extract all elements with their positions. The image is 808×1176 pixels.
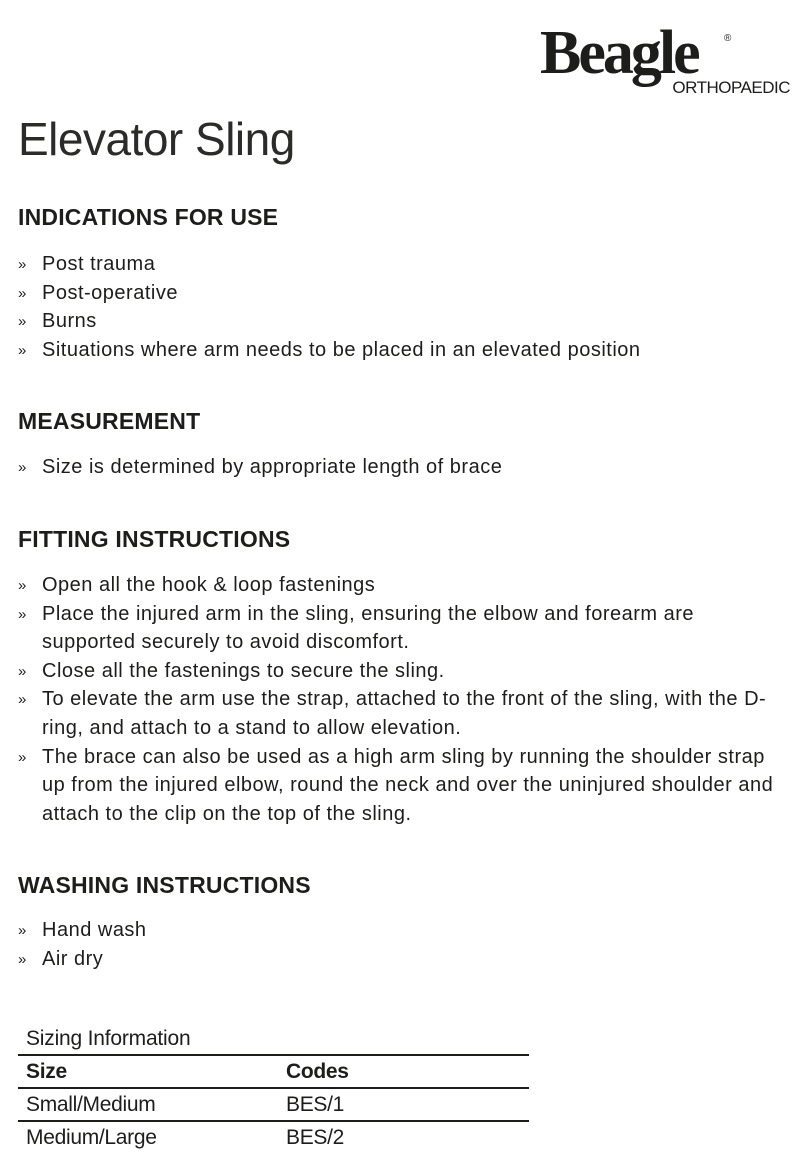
list-item-text: Post trauma (42, 253, 156, 275)
column-header-codes: Codes (278, 1055, 529, 1088)
page-title: Elevator Sling (18, 113, 295, 165)
bullet-icon: » (18, 577, 27, 594)
list-item-text: The brace can also be used as a high arm sling by running the shoulder strap up from the injured elbow, round the neck and over the uninjured shoulder and attach to the clip on the top of the sling. (42, 745, 774, 825)
table-header-row (18, 1055, 529, 1088)
bullet-icon: » (18, 662, 27, 680)
registered-mark: ® (724, 33, 732, 44)
bullet-icon: » (18, 748, 27, 766)
bullet-icon: » (18, 691, 27, 709)
bullet-icon: » (18, 950, 27, 968)
list-item (18, 600, 788, 657)
table-row (18, 1088, 529, 1121)
section-heading: FITTING INSTRUCTIONS (18, 526, 291, 552)
list-item (18, 571, 788, 600)
brand-logo (538, 20, 790, 100)
list-item (18, 307, 788, 336)
list-item-text: Size is determined by appropriate length of brace (42, 456, 503, 478)
bullet-list (18, 571, 788, 828)
list-item-text: Place the injured arm in the sling, ensuring the elbow and forearm are supported securely to avoid discomfort. (42, 602, 695, 654)
list-item-text: Close all the fastenings to secure the sling. (42, 659, 445, 682)
bullet-icon: » (18, 313, 27, 331)
section-washing (18, 870, 788, 973)
bullet-list (18, 916, 788, 973)
sizing-title: Sizing Information (26, 1027, 191, 1050)
bullet-list (18, 453, 788, 482)
list-item (18, 336, 788, 365)
list-item (18, 916, 788, 945)
bullet-icon: » (18, 605, 27, 623)
list-item-text: To elevate the arm use the strap, attached to the front of the sling, with the D-ring, and attach to a stand to allow elevation. (42, 688, 767, 739)
bullet-icon: » (18, 256, 27, 273)
code-cell: BES/1 (278, 1088, 529, 1121)
list-item (18, 250, 788, 279)
section-measurement (18, 406, 788, 482)
section-heading: WASHING INSTRUCTIONS (18, 872, 311, 898)
list-item (18, 453, 788, 482)
section-indications (18, 202, 788, 364)
table-row (18, 1121, 529, 1153)
section-heading: MEASUREMENT (18, 408, 201, 434)
bullet-icon: » (18, 341, 27, 359)
column-header-size: Size (18, 1055, 278, 1088)
size-cell: Medium/Large (26, 1126, 157, 1149)
list-item (18, 279, 788, 308)
bullet-icon: » (18, 922, 27, 939)
brand-subtitle: ORTHOPAEDIC (672, 78, 790, 97)
sizing-information (18, 1024, 529, 1153)
list-item (18, 685, 788, 742)
bullet-list (18, 250, 788, 364)
bullet-icon: » (18, 459, 27, 476)
list-item (18, 743, 788, 829)
list-item-text: Situations where arm needs to be placed in an elevated position (42, 338, 641, 361)
list-item-text: Burns (42, 310, 97, 333)
brand-name: Beagle (540, 19, 698, 87)
list-item-text: Hand wash (42, 919, 147, 941)
sizing-table (18, 1054, 529, 1153)
section-fitting (18, 524, 788, 828)
list-item-text: Air dry (42, 947, 104, 970)
section-heading: INDICATIONS FOR USE (18, 204, 279, 230)
list-item (18, 945, 788, 974)
bullet-icon: » (18, 284, 27, 302)
list-item-text: Post-operative (42, 281, 178, 304)
code-cell: BES/2 (286, 1126, 345, 1149)
size-cell: Small/Medium (18, 1088, 278, 1121)
list-item (18, 657, 788, 686)
list-item-text: Open all the hook & loop fastenings (42, 574, 376, 596)
